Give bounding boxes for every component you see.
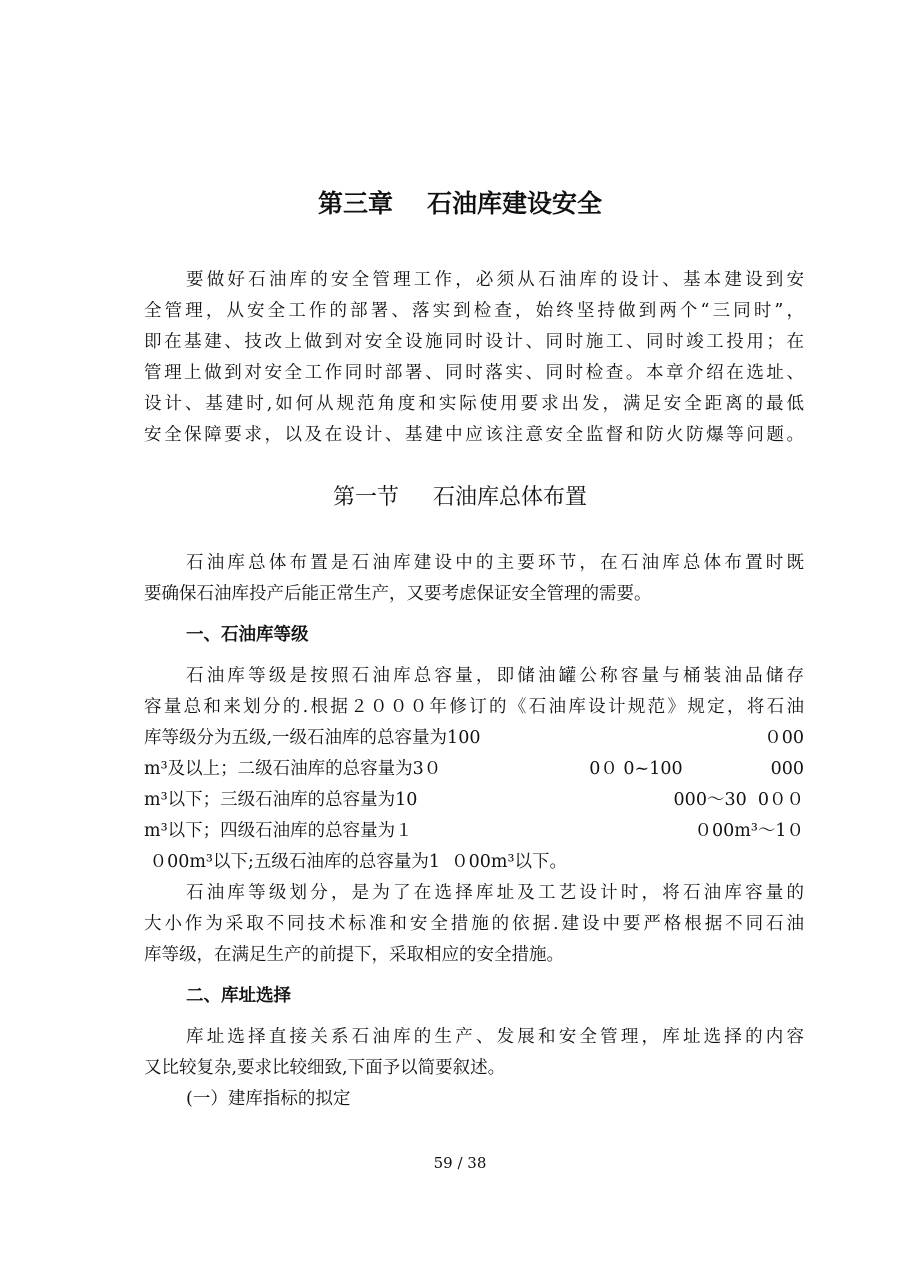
paragraph-line: m³及以上；二级石油库的总容量为3０ 0０ 0~100 000 (144, 759, 804, 779)
subsection-heading: 一、石油库等级 (186, 625, 309, 645)
paragraph-line: 设计、基建时,如何从规范角度和实际使用要求出发，满足安全距离的最低 (144, 394, 804, 414)
chapter-name: 石油库建设安全 (427, 189, 603, 218)
page-number: 59 / 38 (433, 1154, 487, 1172)
paragraph-line: 石油库总体布置是石油库建设中的主要环节，在石油库总体布置时既 (186, 553, 804, 573)
paragraph-line: 要做好石油库的安全管理工作，必须从石油库的设计、基本建设到安 (186, 270, 804, 290)
paragraph-line: 库等级，在满足生产的前提下，采取相应的安全措施。 (144, 945, 564, 965)
section-number: 第一节 (332, 485, 399, 510)
paragraph-line: m³以下；四级石油库的总容量为１ ０00m³～1０ (144, 821, 804, 841)
paragraph-line: 容量总和来划分的.根据２０００年修订的《石油库设计规范》规定，将石油 (144, 697, 804, 717)
paragraph-line: 即在基建、技改上做到对安全设施同时设计、同时施工、同时竣工投用；在 (144, 332, 804, 352)
paragraph-line: ０00m³以下;五级石油库的总容量为1 ０00m³以下。 (144, 852, 567, 872)
paragraph-line: m³以下；三级石油库的总容量为10 000～30 0００ (144, 790, 804, 810)
subsection-heading: 二、库址选择 (186, 986, 291, 1006)
paragraph-line: 全管理，从安全工作的部署、落实到检查，始终坚持做到两个“三同时”， (144, 301, 804, 321)
paragraph-line: 要确保石油库投产后能正常生产，又要考虑保证安全管理的需要。 (144, 584, 652, 604)
chapter-number: 第三章 (317, 189, 393, 218)
paragraph-line: 石油库等级划分，是为了在选择库址及工艺设计时，将石油库容量的 (186, 883, 804, 903)
section-name: 石油库总体布置 (433, 485, 588, 510)
paragraph-line: 大小作为采取不同技术标准和安全措施的依据.建设中要严格根据不同石油 (144, 914, 804, 934)
paragraph-line: 石油库等级是按照石油库总容量，即储油罐公称容量与桶装油品储存 (186, 666, 804, 686)
section-title (0, 480, 920, 511)
paragraph-line: 库等级分为五级,一级石油库的总容量为100 ０00 (144, 728, 804, 748)
paragraph-line: 库址选择直接关系石油库的生产、发展和安全管理，库址选择的内容 (186, 1027, 804, 1047)
paragraph-line: 管理上做到对安全工作同时部署、同时落实、同时检查。本章介绍在选址、 (144, 363, 804, 383)
subheading-line: (一）建库指标的拟定 (186, 1089, 351, 1109)
paragraph-line: 又比较复杂,要求比较细致,下面予以简要叙述。 (144, 1058, 506, 1078)
chapter-title (0, 184, 920, 220)
paragraph-line: 安全保障要求，以及在设计、基建中应该注意安全监督和防火防爆等问题。 (144, 425, 804, 445)
